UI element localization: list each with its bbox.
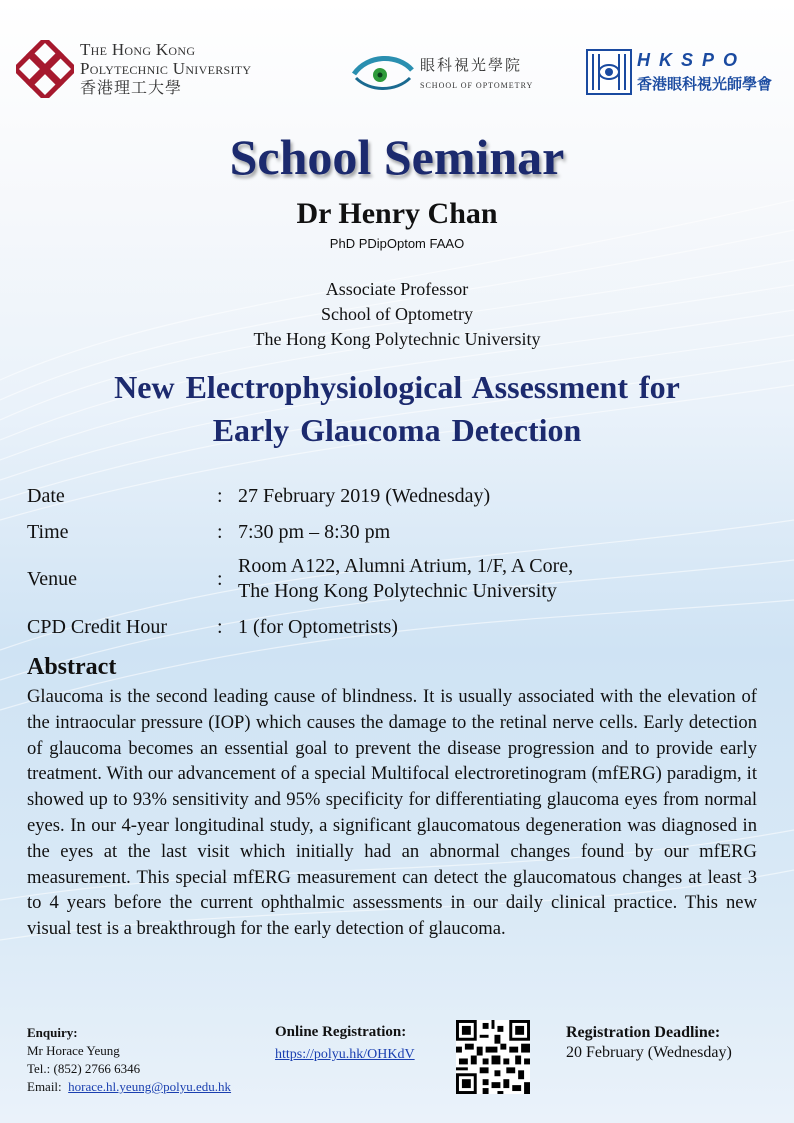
speaker-institution: The Hong Kong Polytechnic University — [253, 329, 541, 349]
abstract-heading: Abstract — [27, 654, 117, 680]
enquiry-tel: Tel.: (852) 2766 6346 — [27, 1061, 141, 1076]
speaker-name: Dr Henry Chan — [296, 197, 498, 230]
cpd-label: CPD Credit Hour — [27, 615, 167, 638]
enquiry-name: Mr Horace Yeung — [27, 1043, 120, 1058]
polyu-logo — [16, 40, 251, 98]
registration-link[interactable]: https://polyu.hk/OHKdV — [275, 1047, 415, 1062]
time-colon: : — [217, 520, 223, 543]
time-row — [27, 514, 767, 550]
cpd-value: 1 (for Optometrists) — [238, 615, 398, 638]
date-label: Date — [27, 484, 65, 507]
speaker-position — [0, 277, 794, 352]
hkspo-logo — [585, 48, 772, 96]
cpd-colon: : — [217, 615, 223, 638]
email-link[interactable]: horace.hl.yeung@polyu.edu.hk — [68, 1079, 232, 1094]
speaker-department: School of Optometry — [321, 304, 473, 324]
page-title: School Seminar — [229, 129, 565, 185]
date-row — [27, 478, 767, 514]
time-label: Time — [27, 520, 69, 543]
polyu-name-line1: The Hong Kong — [80, 40, 196, 59]
talk-title — [0, 366, 794, 452]
abstract-text: Glaucoma is the second leading cause of blindness. It is usually associated with the elevation of the intraocular pressure (IOP) which causes the damage to the retinal nerve cells. Early detection of glaucoma becomes an essential goal to prevent the disease progression and to provide early treatment. With our advancement of a special Multifocal electroretinogram (mfERG) paradigm, it showed up to 93% sensitivity and 95% specificity for differentiating glaucoma eyes from normal eyes. In our 4-year longitudinal study, a significant glaucomatous degeneration was diagnosed in the eyes at the last visit which initially had an abnormal changes found by our mfERG measurement. This special mfERG measurement can detect the glaucomatous changes at least 3 to 4 years before the current ophthalmic assessments in our daily clinical practice. This new visual test is a breakthrough for the early detection of glaucoma. — [27, 686, 757, 940]
school-of-optometry-logo — [350, 48, 533, 96]
school-name-cn: 眼科視光學院 — [420, 56, 523, 74]
hkspo-name-en: HKSPO — [637, 50, 747, 70]
deadline-block — [566, 1024, 732, 1062]
polyu-name-cn: 香港理工大學 — [80, 78, 183, 97]
venue-value — [238, 554, 767, 604]
qr-code-icon[interactable] — [456, 1020, 530, 1094]
talk-title-line2: Early Glaucoma Detection — [212, 412, 582, 448]
registration-block — [275, 1024, 415, 1063]
hkspo-name-cn: 香港眼科視光師學會 — [637, 75, 773, 93]
date-colon: : — [217, 484, 223, 507]
speaker-title: Associate Professor — [325, 279, 469, 299]
venue-line2: The Hong Kong Polytechnic University — [238, 580, 557, 602]
date-value: 27 February 2019 (Wednesday) — [238, 484, 491, 507]
hkspo-emblem-icon — [585, 48, 633, 96]
venue-line1: Room A122, Alumni Atrium, 1/F, A Core, — [238, 555, 574, 577]
polyu-emblem-icon — [16, 40, 74, 98]
venue-label: Venue — [27, 567, 77, 590]
deadline-value: 20 February (Wednesday) — [566, 1044, 732, 1061]
venue-colon: : — [217, 567, 223, 590]
school-name-en: SCHOOL OF OPTOMETRY — [420, 81, 534, 90]
deadline-label: Registration Deadline: — [566, 1024, 721, 1041]
enquiry-label: Enquiry: — [27, 1025, 78, 1040]
time-value: 7:30 pm – 8:30 pm — [238, 520, 391, 543]
seminar-details — [27, 478, 767, 646]
cpd-row — [27, 608, 767, 646]
eye-icon — [350, 48, 416, 96]
polyu-name-line2: Polytechnic University — [80, 59, 252, 78]
venue-row — [27, 550, 767, 608]
speaker-qualifications: PhD PDipOptom FAAO — [329, 236, 465, 251]
email-label: Email: — [27, 1079, 62, 1094]
talk-title-line1: New Electrophysiological Assessment for — [114, 369, 680, 405]
registration-label: Online Registration: — [275, 1024, 407, 1040]
enquiry-block — [27, 1024, 231, 1096]
